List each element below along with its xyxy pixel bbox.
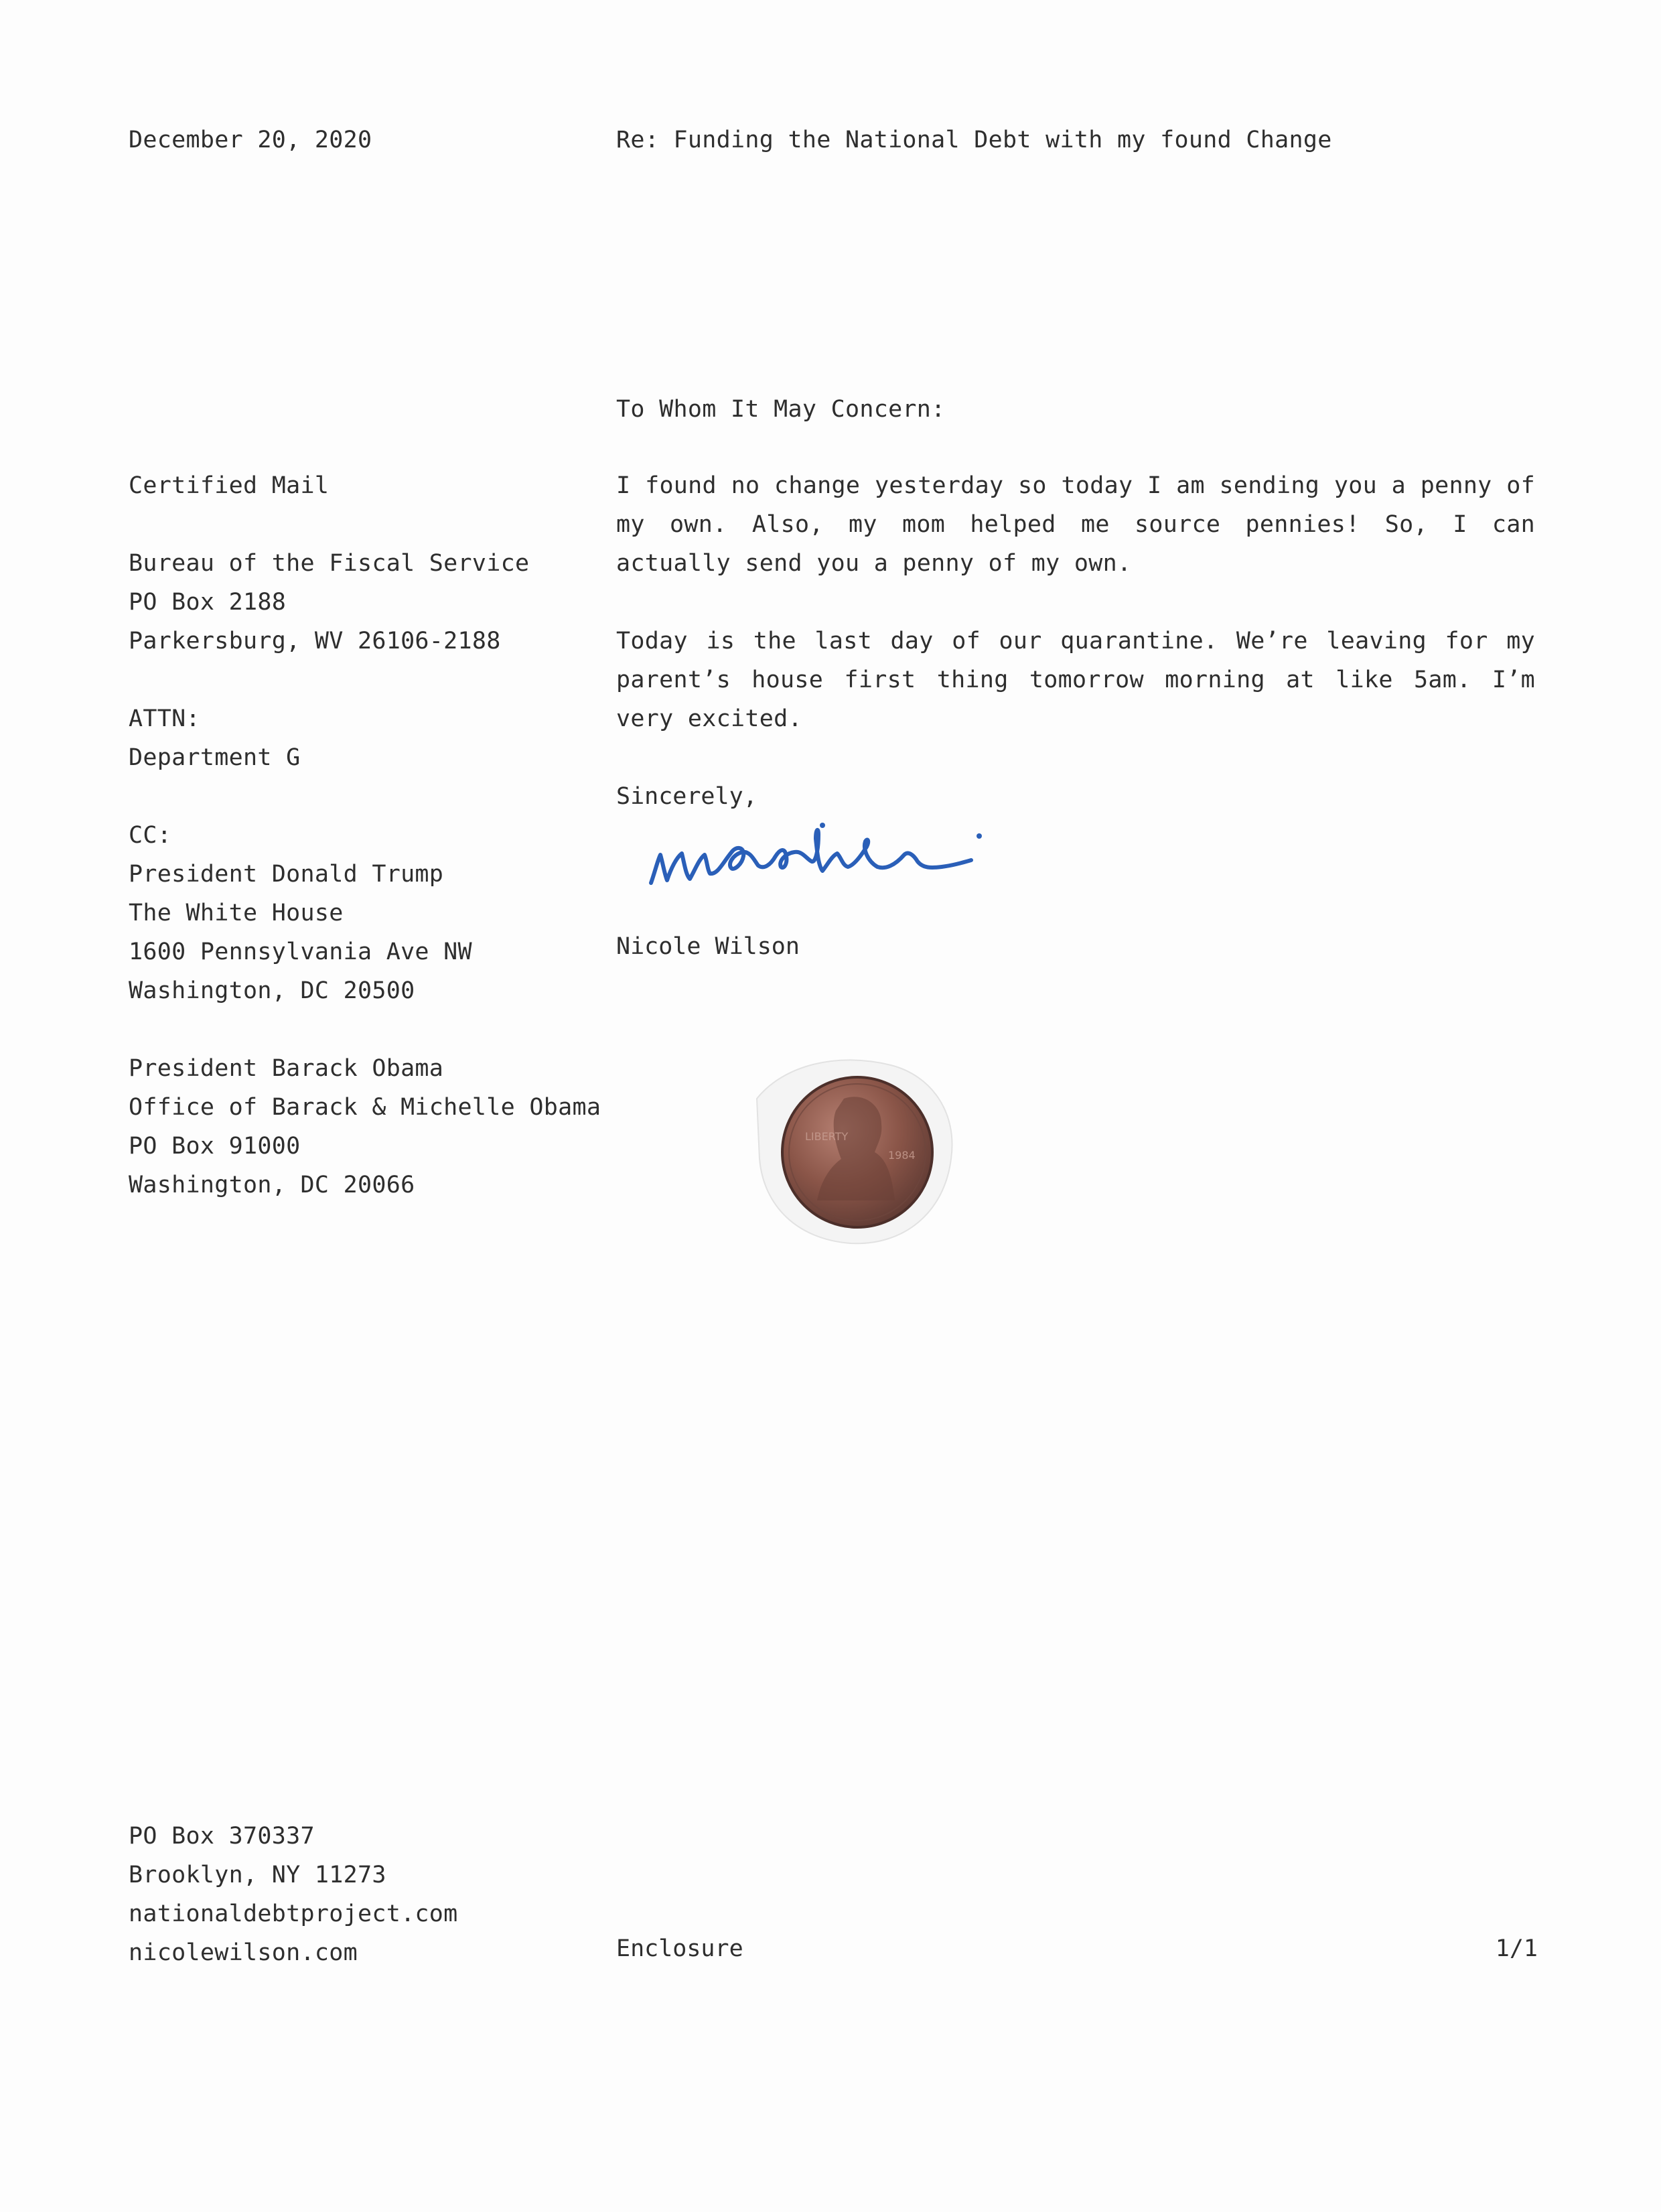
recipient-block	[129, 466, 601, 1204]
recipient-city-line: Parkersburg, WV 26106-2188	[129, 628, 501, 654]
enclosure-label: Enclosure	[616, 1935, 743, 1962]
signature-image	[643, 808, 991, 895]
letter-body	[616, 466, 1535, 777]
cc-address-line: PO Box 91000	[129, 1133, 301, 1160]
sender-website: nationaldebtproject.com	[129, 1900, 458, 1927]
cc-address-line: Washington, DC 20500	[129, 977, 415, 1004]
salutation: To Whom It May Concern:	[616, 396, 946, 423]
cc-name: President Donald Trump	[129, 861, 444, 888]
cc-label: CC:	[129, 822, 172, 849]
closing: Sincerely,	[616, 783, 757, 810]
recipient-org: Bureau of the Fiscal Service	[129, 550, 530, 577]
page-number: 1/1	[1495, 1935, 1538, 1962]
body-paragraph: Today is the last day of our quarantine. We’re leaving for my parent’s house first thing tomorrow morning at like 5am. I’m very excited.	[616, 628, 1535, 732]
attn-department: Department G	[129, 744, 301, 771]
cc-address-line: Washington, DC 20066	[129, 1172, 415, 1198]
cc-name: President Barack Obama	[129, 1055, 444, 1082]
attn-label: ATTN:	[129, 705, 200, 732]
recipient-address-line: PO Box 2188	[129, 589, 287, 616]
sender-footer	[129, 1817, 458, 1972]
cc-address-line: 1600 Pennsylvania Ave NW	[129, 939, 472, 965]
svg-text:LIBERTY: LIBERTY	[805, 1130, 849, 1143]
signer-name: Nicole Wilson	[616, 933, 800, 960]
sender-city-line: Brooklyn, NY 11273	[129, 1862, 386, 1888]
sender-website: nicolewilson.com	[129, 1939, 358, 1966]
cc-address-line: The White House	[129, 900, 344, 926]
cc-address-line: Office of Barack & Michelle Obama	[129, 1094, 601, 1121]
svg-text:1984: 1984	[888, 1149, 916, 1162]
subject-line: Re: Funding the National Debt with my found Change	[616, 127, 1332, 153]
penny-enclosure-image	[743, 1045, 971, 1253]
sender-address-line: PO Box 370337	[129, 1823, 315, 1850]
letter-date: December 20, 2020	[129, 127, 372, 153]
delivery-method: Certified Mail	[129, 472, 330, 499]
body-paragraph: I found no change yesterday so today I am sending you a penny of my own. Also, my mom helped me source pennies! So, I can actually send you a penny of my own.	[616, 472, 1535, 577]
